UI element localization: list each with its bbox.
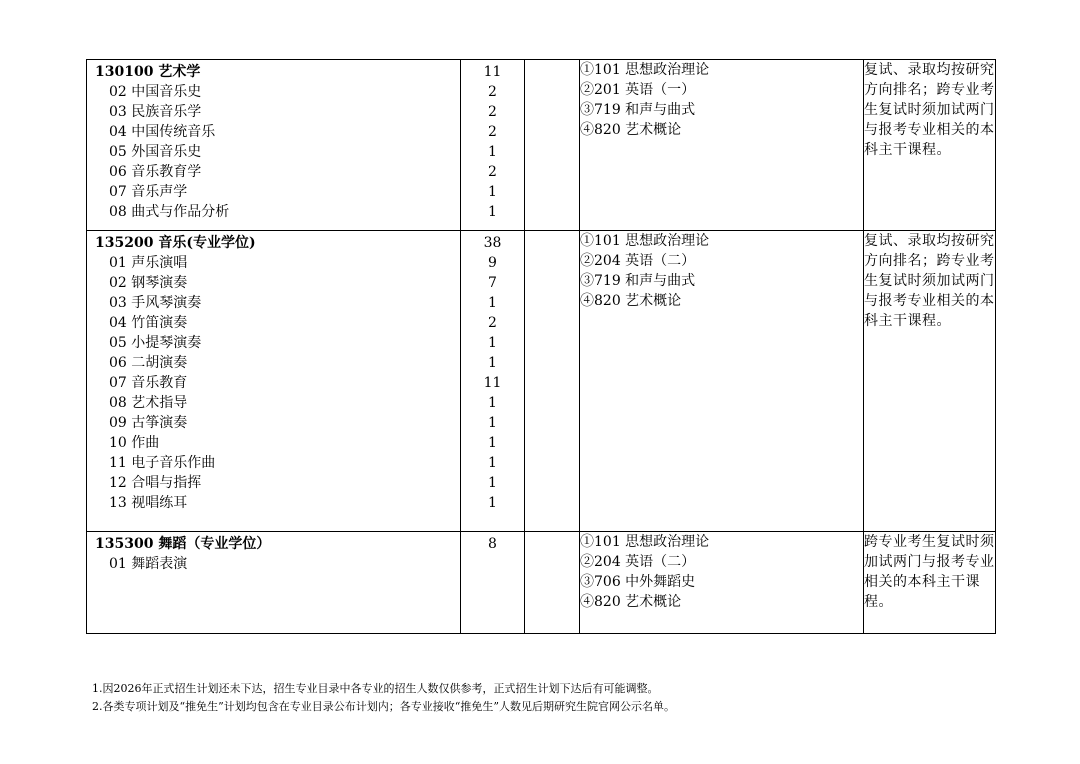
major-total-count: 8	[488, 536, 497, 552]
empty-cell	[525, 60, 580, 231]
major-row	[87, 60, 996, 231]
exam-subjects-cell	[580, 60, 864, 231]
direction-count: 2	[488, 124, 497, 140]
remarks-cell	[864, 532, 996, 634]
direction-item: 10 作曲	[109, 435, 160, 451]
enrollment-count-cell	[461, 60, 525, 231]
direction-count: 2	[488, 164, 497, 180]
remarks-cell	[864, 231, 996, 532]
direction-item: 05 小提琴演奏	[109, 335, 202, 351]
major-cell	[87, 532, 461, 634]
major-row	[87, 532, 996, 634]
direction-item: 02 中国音乐史	[109, 84, 202, 100]
major-cell	[87, 60, 461, 231]
exam-subject: ②204 英语（二）	[580, 253, 696, 269]
direction-item: 11 电子音乐作曲	[109, 455, 216, 471]
remarks-text: 复试、录取均按研究方向排名；跨专业考生复试时须加试两门与报考专业相关的本科主干课程。	[864, 233, 995, 329]
direction-count: 1	[488, 204, 497, 220]
direction-count: 1	[488, 184, 497, 200]
exam-subject: ④820 艺术概论	[580, 122, 682, 138]
direction-item: 07 音乐声学	[109, 184, 188, 200]
direction-count: 7	[488, 275, 497, 291]
remarks-cell	[864, 60, 996, 231]
remarks-text: 复试、录取均按研究方向排名；跨专业考生复试时须加试两门与报考专业相关的本科主干课程。	[864, 62, 995, 158]
exam-subject: ④820 艺术概论	[580, 594, 682, 610]
direction-count: 2	[488, 315, 497, 331]
direction-count: 1	[488, 335, 497, 351]
direction-item: 02 钢琴演奏	[109, 275, 188, 291]
direction-item: 12 合唱与指挥	[109, 475, 202, 491]
direction-item: 08 艺术指导	[109, 395, 188, 411]
direction-count: 2	[488, 84, 497, 100]
direction-item: 04 中国传统音乐	[109, 124, 216, 140]
exam-subject: ②204 英语（二）	[580, 554, 696, 570]
enrollment-count-cell	[461, 231, 525, 532]
empty-cell	[525, 231, 580, 532]
direction-item: 01 声乐演唱	[109, 255, 188, 271]
direction-item: 09 古筝演奏	[109, 415, 188, 431]
major-total-count: 11	[483, 64, 502, 80]
footnote: 2.各类专项计划及“推免生”计划均包含在专业目录公布计划内；各专业接收“推免生”人数见后期研究生院官网公示名单。	[92, 700, 675, 713]
footnotes	[92, 680, 1052, 716]
exam-subjects-cell	[580, 231, 864, 532]
major-title: 135300 舞蹈（专业学位）	[95, 536, 271, 552]
direction-count: 2	[488, 104, 497, 120]
major-title: 135200 音乐(专业学位)	[95, 235, 256, 251]
direction-item: 07 音乐教育	[109, 375, 188, 391]
direction-item: 06 音乐教育学	[109, 164, 202, 180]
exam-subject: ③719 和声与曲式	[580, 102, 696, 118]
direction-count: 1	[488, 475, 497, 491]
direction-item: 03 民族音乐学	[109, 104, 202, 120]
major-total-count: 38	[483, 235, 502, 251]
direction-count: 1	[488, 395, 497, 411]
enrollment-catalog-table	[86, 59, 996, 634]
direction-item: 13 视唱练耳	[109, 495, 188, 511]
exam-subject: ①101 思想政治理论	[580, 534, 710, 550]
exam-subject: ④820 艺术概论	[580, 293, 682, 309]
major-row	[87, 231, 996, 532]
direction-item: 05 外国音乐史	[109, 144, 202, 160]
exam-subject: ②201 英语（一）	[580, 82, 696, 98]
exam-subject: ③719 和声与曲式	[580, 273, 696, 289]
direction-count: 9	[488, 255, 497, 271]
major-cell	[87, 231, 461, 532]
direction-count: 1	[488, 435, 497, 451]
direction-item: 03 手风琴演奏	[109, 295, 202, 311]
direction-count: 1	[488, 295, 497, 311]
direction-count: 1	[488, 144, 497, 160]
footnote: 1.因2026年正式招生计划还未下达，招生专业目录中各专业的招生人数仅供参考，正式招生计划下达后有可能调整。	[92, 682, 659, 695]
direction-item: 04 竹笛演奏	[109, 315, 188, 331]
major-title: 130100 艺术学	[95, 64, 201, 80]
direction-count: 11	[483, 375, 502, 391]
exam-subject: ③706 中外舞蹈史	[580, 574, 696, 590]
direction-count: 1	[488, 455, 497, 471]
direction-item: 01 舞蹈表演	[109, 556, 188, 572]
exam-subject: ①101 思想政治理论	[580, 62, 710, 78]
direction-item: 06 二胡演奏	[109, 355, 188, 371]
empty-cell	[525, 532, 580, 634]
exam-subjects-cell	[580, 532, 864, 634]
direction-count: 1	[488, 355, 497, 371]
exam-subject: ①101 思想政治理论	[580, 233, 710, 249]
direction-count: 1	[488, 415, 497, 431]
remarks-text: 跨专业考生复试时须加试两门与报考专业相关的本科主干课程。	[864, 534, 995, 610]
enrollment-count-cell	[461, 532, 525, 634]
direction-count: 1	[488, 495, 497, 511]
direction-item: 08 曲式与作品分析	[109, 204, 230, 220]
